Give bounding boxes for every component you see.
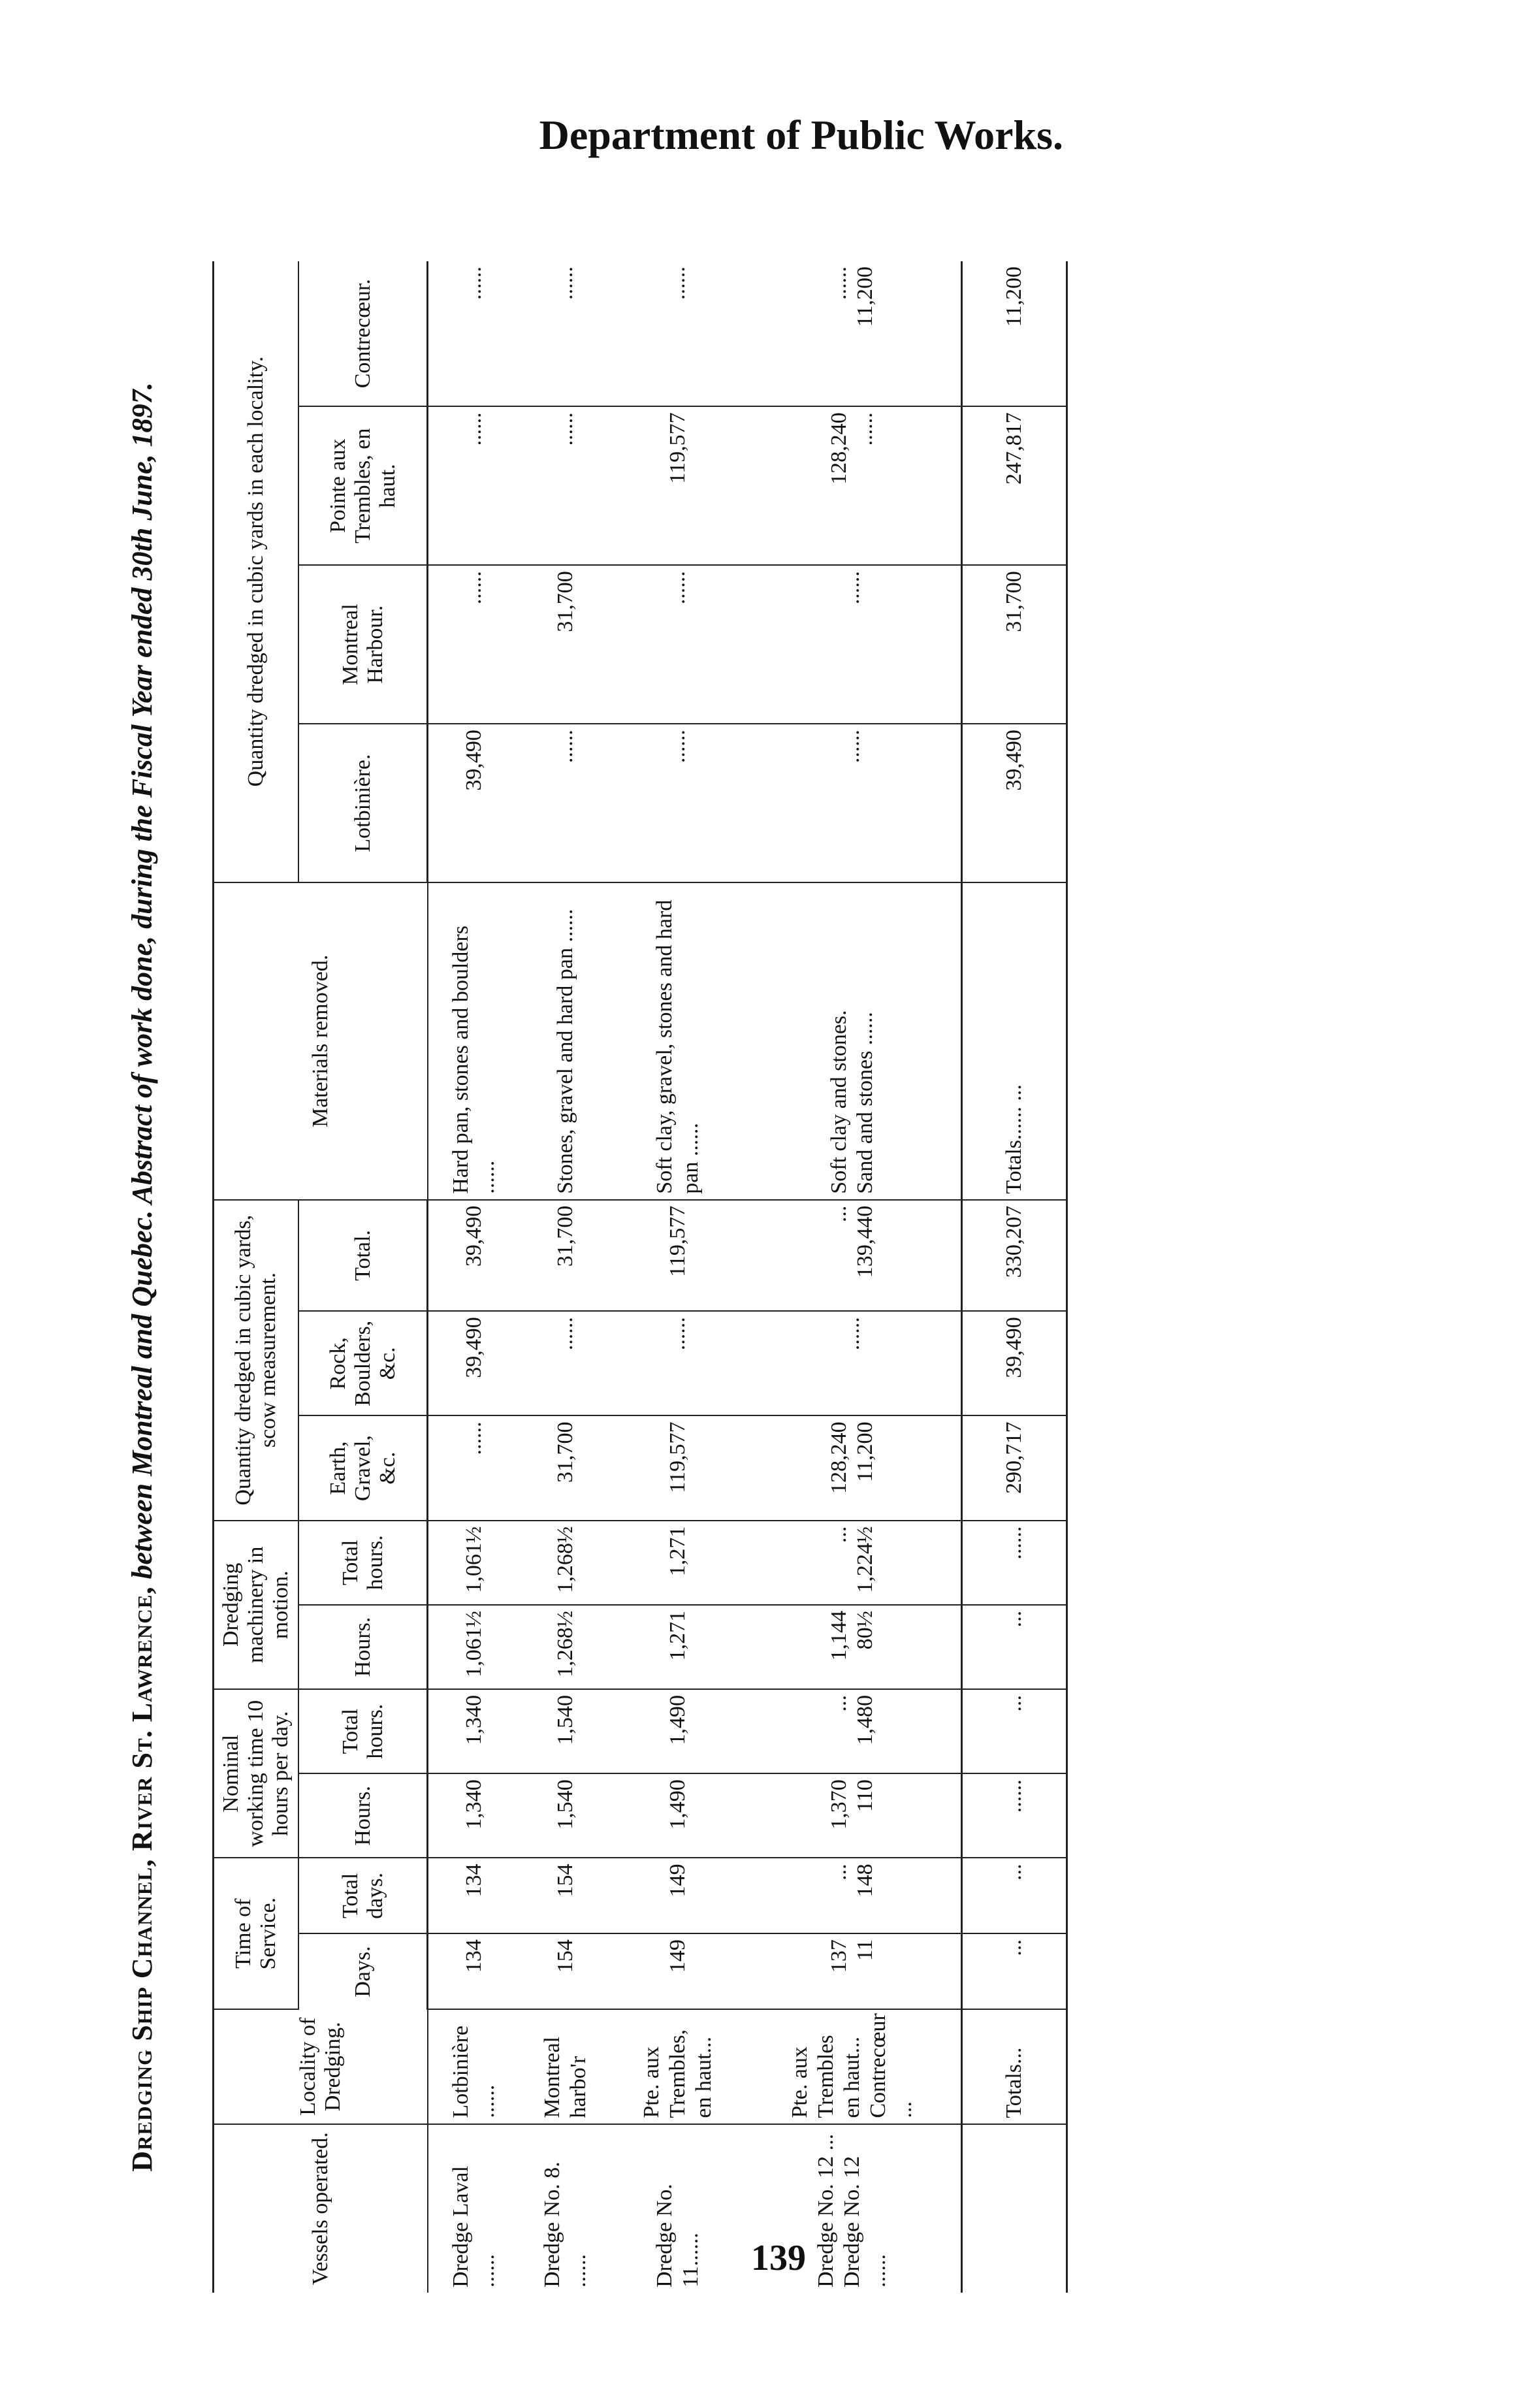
total-machinery-hours: ... — [962, 1605, 1067, 1689]
col-montreal: Montreal Harbour. — [298, 565, 428, 724]
cell-contrecoeur: ...... — [520, 261, 611, 406]
cell-materials: Stones, gravel and hard pan ...... — [520, 882, 611, 1200]
cell-locality: Pte. aux Trembles en haut... Contrecœur ... — [745, 2009, 962, 2124]
col-materials: Materials removed. — [214, 882, 428, 1200]
cell-vessel — [962, 2124, 1067, 2293]
cell-montreal: ...... — [611, 565, 744, 724]
cell-total-hours: 1,540 — [520, 1689, 611, 1773]
cell-locality: Pte. aux Trembles, en haut... — [611, 2009, 744, 2124]
cell-earth: 119,577 — [611, 1415, 744, 1520]
cell-contrecoeur: ...... 11,200 — [745, 261, 962, 406]
col-total: Total. — [298, 1200, 428, 1312]
cell-lotbiniere: ...... — [520, 724, 611, 882]
cell-days: 134 — [428, 1933, 520, 2009]
table-row — [745, 261, 962, 2293]
cell-materials: Hard pan, stones and boulders ...... — [428, 882, 520, 1200]
col-total-hours: Total hours. — [298, 1689, 428, 1773]
caption-title: Dredging Ship Channel, River St. Lawrence, — [126, 1586, 158, 2172]
total-days: ... — [962, 1933, 1067, 2009]
col-total-days: Total days. — [298, 1858, 428, 1933]
col-contrecoeur: Contrecœur. — [298, 261, 428, 406]
cell-hours: 1,340 — [428, 1773, 520, 1858]
table-row — [520, 261, 611, 2293]
cell-vessel: Dredge Laval ...... — [449, 2166, 500, 2287]
total-total-days: ... — [962, 1858, 1067, 1933]
col-vessels: Vessels operated. — [214, 2124, 428, 2293]
header-row-columns — [298, 261, 428, 2293]
table-caption — [114, 261, 212, 2293]
cell-vessel: Dredge No. 11...... — [652, 2184, 703, 2287]
cell-lotbiniere: 39,490 — [428, 724, 520, 882]
cell-machinery-total-hours: ... 1,224½ — [745, 1521, 962, 1605]
caption-text: between Montreal and Quebec. Abstract of work done, during the Fiscal Year ended 30th June, 1897. — [126, 382, 158, 1579]
cell-rock: ...... — [611, 1311, 744, 1415]
cell-montreal: ...... — [745, 565, 962, 724]
cell-pointe: 128,240 ...... — [745, 406, 962, 565]
total-rock: 39,490 — [962, 1311, 1067, 1415]
total-materials-label: Totals...... ... — [962, 882, 1067, 1200]
cell-pointe: ...... — [428, 406, 520, 565]
total-total-hours: ... — [962, 1689, 1067, 1773]
col-earth: Earth, Gravel, &c. — [298, 1415, 428, 1520]
group-quantity: Quantity dredged in cubic yards, scow measurement. — [214, 1200, 299, 1521]
cell-lotbiniere: ...... — [745, 724, 962, 882]
cell-machinery-total-hours: 1,268½ — [520, 1521, 611, 1605]
cell-hours: 1,370 110 — [745, 1773, 962, 1858]
cell-locality: Montreal harbo'r — [520, 2009, 611, 2124]
col-machinery-hours: Hours. — [298, 1605, 428, 1689]
col-lotbiniere: Lotbinière. — [298, 724, 428, 882]
col-pointe: Pointe aux Trembles, en haut. — [298, 406, 428, 565]
cell-locality: Lotbinière ...... — [428, 2009, 520, 2124]
cell-total-days: ... 148 — [745, 1858, 962, 1933]
page-header: Department of Public Works. — [539, 112, 1063, 158]
cell-days: 137 11 — [745, 1933, 962, 2009]
total-earth: 290,717 — [962, 1415, 1067, 1520]
cell-pointe: 119,577 — [611, 406, 744, 565]
cell-machinery-total-hours: 1,061½ — [428, 1521, 520, 1605]
col-days: Days. — [298, 1933, 428, 2009]
cell-contrecoeur: ...... — [428, 261, 520, 406]
col-machinery-total-hours: Total hours. — [298, 1521, 428, 1605]
cell-days: 149 — [611, 1933, 744, 2009]
totals-row — [962, 261, 1067, 2293]
cell-hours: 1,490 — [611, 1773, 744, 1858]
cell-total-hours: 1,340 — [428, 1689, 520, 1773]
total-montreal: 31,700 — [962, 565, 1067, 724]
cell-machinery-total-hours: 1,271 — [611, 1521, 744, 1605]
cell-machinery-hours: 1,268½ — [520, 1605, 611, 1689]
cell-total: 119,577 — [611, 1200, 744, 1312]
cell-total: 31,700 — [520, 1200, 611, 1312]
cell-montreal: 31,700 — [520, 565, 611, 724]
cell-rock: ...... — [745, 1311, 962, 1415]
total-lotbiniere: 39,490 — [962, 724, 1067, 882]
cell-machinery-hours: 1,144 80½ — [745, 1605, 962, 1689]
cell-earth: ...... — [428, 1415, 520, 1520]
cell-rock: 39,490 — [428, 1311, 520, 1415]
group-locality-qty: Quantity dredged in cubic yards in each locality. — [214, 261, 299, 882]
cell-total-days: 154 — [520, 1858, 611, 1933]
total-pointe: 247,817 — [962, 406, 1067, 565]
cell-total-hours: ... 1,480 — [745, 1689, 962, 1773]
cell-total-days: 149 — [611, 1858, 744, 1933]
cell-machinery-hours: 1,271 — [611, 1605, 744, 1689]
totals-label: Totals... — [962, 2009, 1067, 2124]
total-contrecoeur: 11,200 — [962, 261, 1067, 406]
cell-vessel: Dredge No. 8. ...... — [540, 2161, 591, 2287]
cell-total: ... 139,440 — [745, 1200, 962, 1312]
cell-pointe: ...... — [520, 406, 611, 565]
cell-machinery-hours: 1,061½ — [428, 1605, 520, 1689]
cell-montreal: ...... — [428, 565, 520, 724]
abstract-table — [212, 261, 1068, 2293]
cell-total-days: 134 — [428, 1858, 520, 1933]
table-row — [428, 261, 520, 2293]
cell-earth: 31,700 — [520, 1415, 611, 1520]
col-hours: Hours. — [298, 1773, 428, 1858]
page-number: 139 — [751, 2238, 806, 2278]
cell-rock: ...... — [520, 1311, 611, 1415]
header-row-groups — [214, 261, 299, 2293]
col-locality: Locality of Dredging. — [214, 2009, 428, 2124]
cell-materials: Soft clay, gravel, stones and hard pan ...... — [611, 882, 744, 1200]
cell-total-hours: 1,490 — [611, 1689, 744, 1773]
cell-total: 39,490 — [428, 1200, 520, 1312]
cell-days: 154 — [520, 1933, 611, 2009]
cell-contrecoeur: ...... — [611, 261, 744, 406]
total-total: 330,207 — [962, 1200, 1067, 1312]
group-time: Time of Service. — [214, 1858, 299, 2009]
cell-hours: 1,540 — [520, 1773, 611, 1858]
total-hours: ...... — [962, 1773, 1067, 1858]
table-row — [611, 261, 744, 2293]
group-dredging: Dredging machinery in motion. — [214, 1521, 299, 1689]
group-nominal: Nominal working time 10 hours per day. — [214, 1689, 299, 1858]
cell-lotbiniere: ...... — [611, 724, 744, 882]
cell-materials: Soft clay and stones. Sand and stones ...... — [745, 882, 962, 1200]
col-rock: Rock, Boulders, &c. — [298, 1311, 428, 1415]
cell-vessel: Dredge No. 12 ... Dredge No. 12 ...... — [814, 2133, 891, 2287]
total-machinery-total-hours: ...... — [962, 1521, 1067, 1605]
cell-earth: 128,240 11,200 — [745, 1415, 962, 1520]
rotated-table-block — [114, 261, 1081, 2293]
